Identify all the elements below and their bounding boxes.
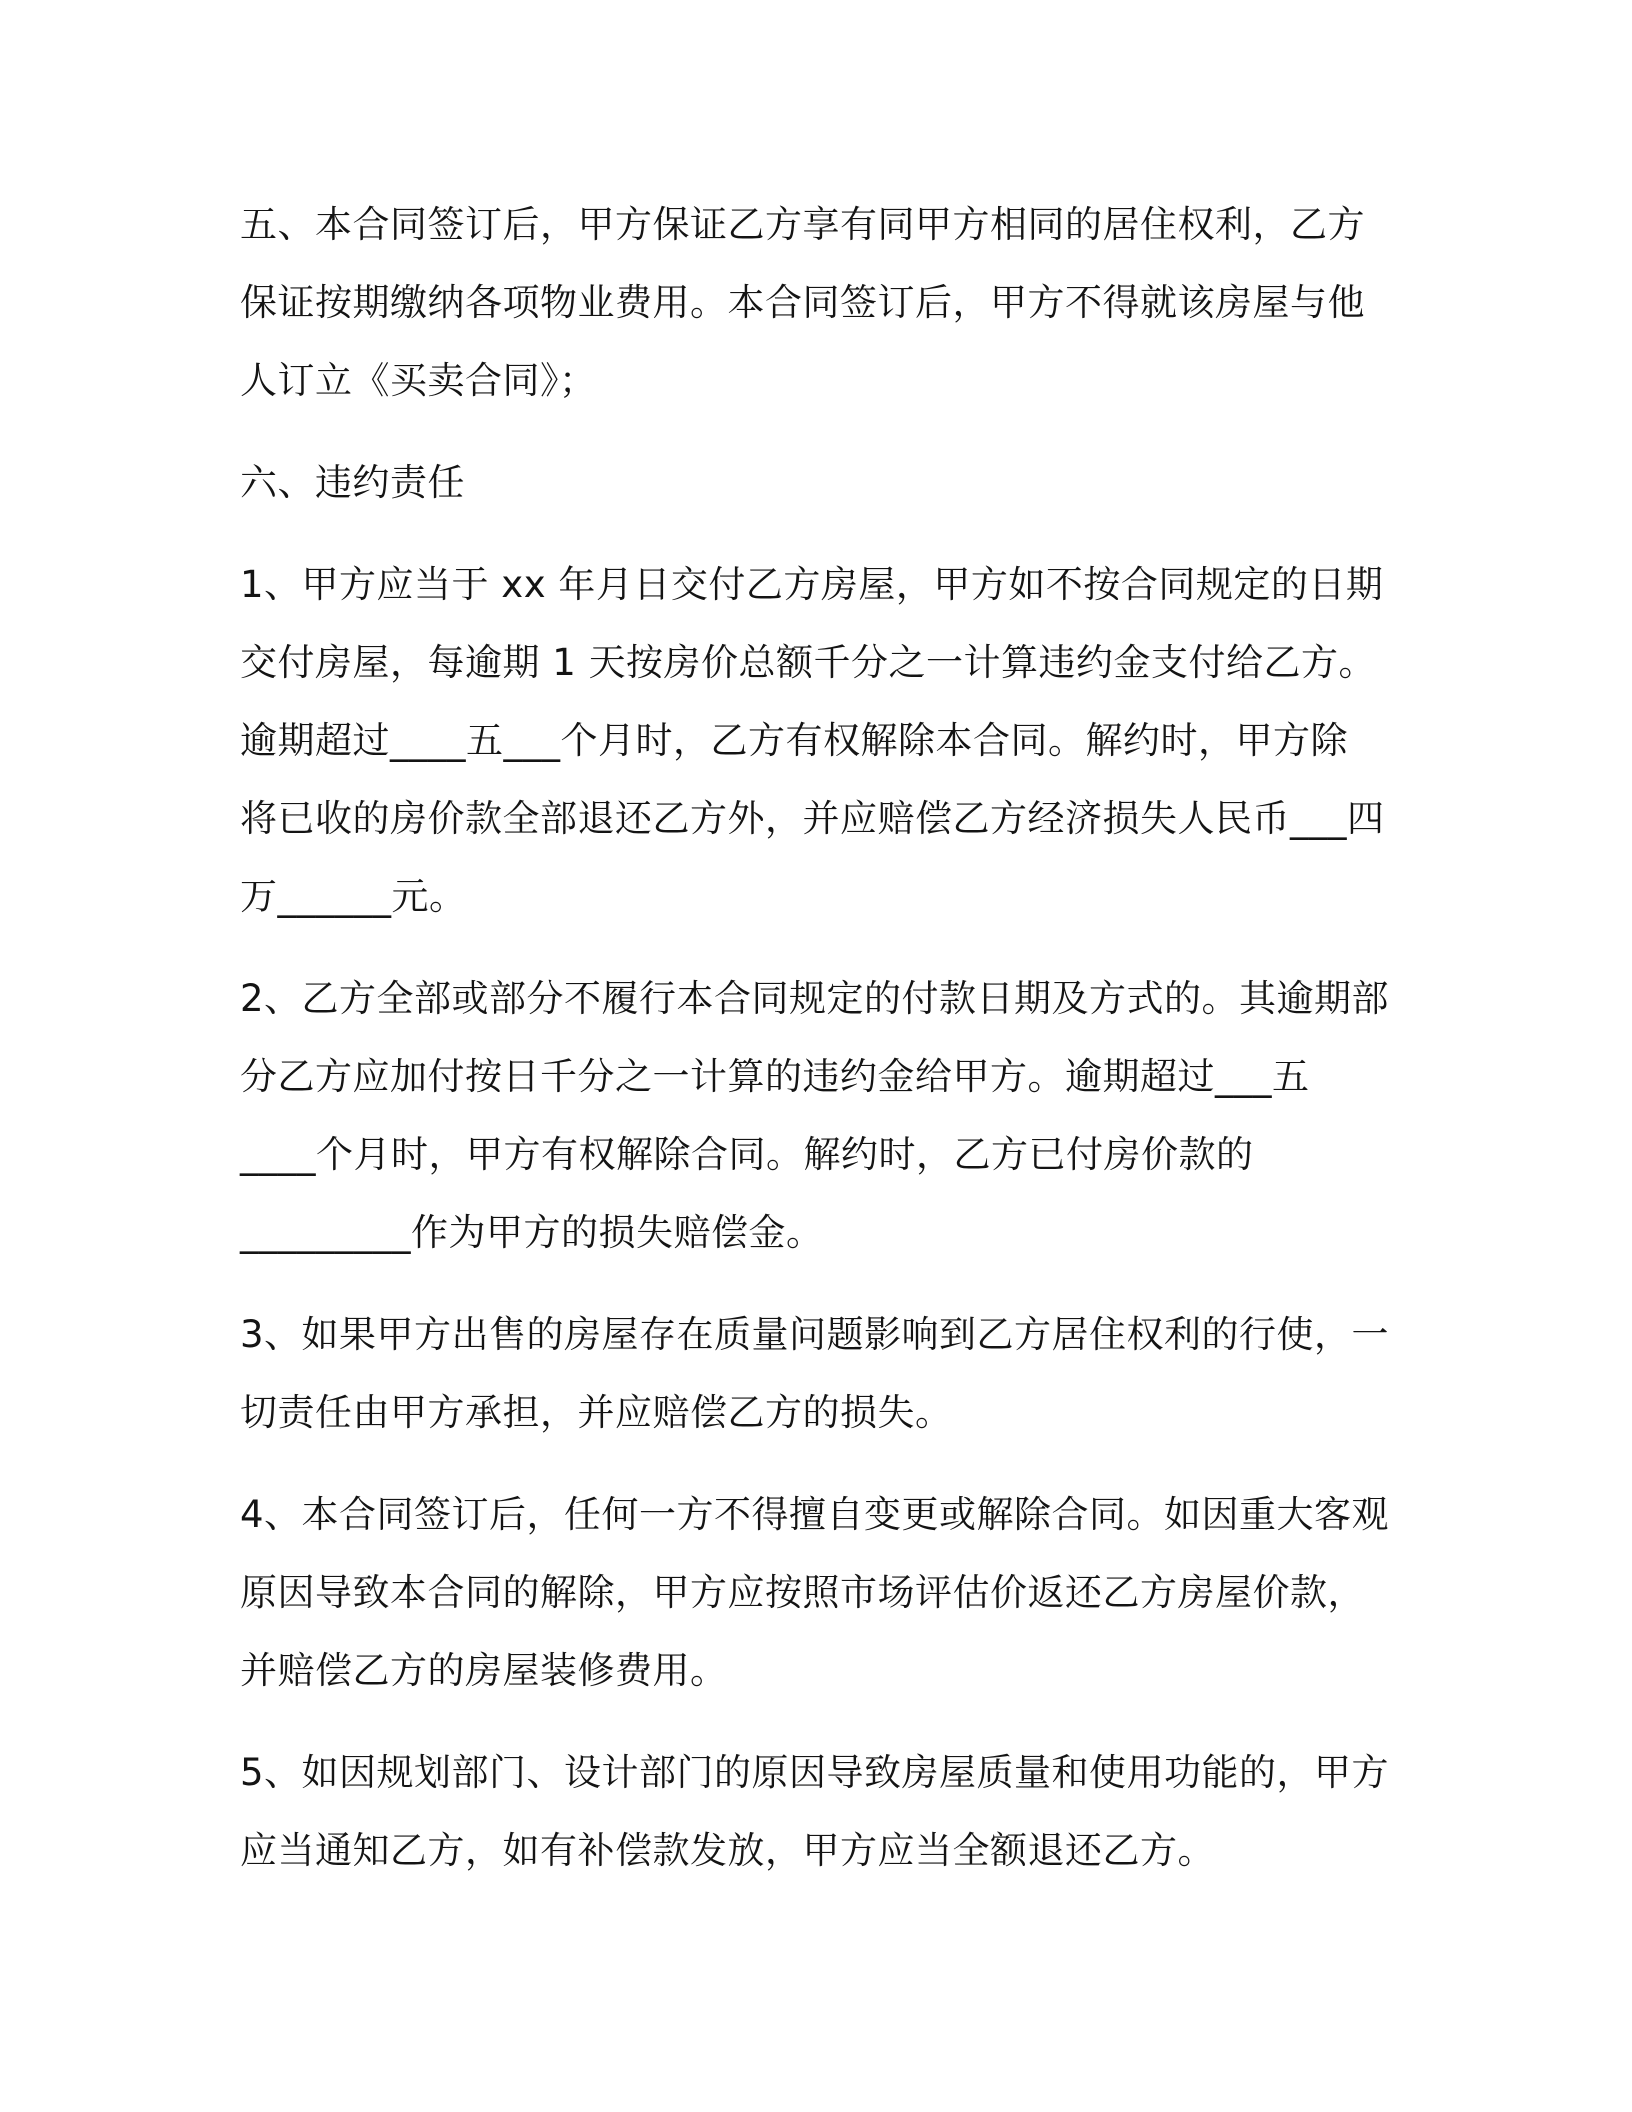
paragraph-line: 原因导致本合同的解除，甲方应按照市场评估价返还乙方房屋价款， [240,1571,1365,1614]
breach-item-3-paragraph [240,1296,1390,1452]
paragraph-line: 五、本合同签订后，甲方保证乙方享有同甲方相同的居住权利，乙方 [240,203,1365,246]
section-heading-breach-liability [240,444,1386,522]
paragraph-line: 5、如因规划部门、设计部门的原因导致房屋质量和使用功能的，甲方 [240,1751,1390,1794]
breach-item-2-paragraph [240,960,1390,1272]
paragraph-line: 保证按期缴纳各项物业费用。本合同签订后，甲方不得就该房屋与他 [240,281,1365,324]
paragraph-line: 4、本合同签订后，任何一方不得擅自变更或解除合同。如因重大客观 [240,1493,1390,1536]
breach-item-5-paragraph [240,1734,1390,1890]
paragraph-line: 切责任由甲方承担，并应赔偿乙方的损失。 [240,1391,953,1434]
paragraph-line: 将已收的房价款全部退还乙方外，并应赔偿乙方经济损失人民币___四 [240,797,1385,840]
paragraph-line: 万______元。 [240,875,467,918]
paragraph-line: ____个月时，甲方有权解除合同。解约时，乙方已付房价款的 [240,1133,1254,1176]
document-body [240,186,1390,1914]
clause-5-paragraph [240,186,1386,420]
paragraph-line: 1、甲方应当于 xx 年月日交付乙方房屋，甲方如不按合同规定的日期 [240,563,1384,606]
paragraph-line: 2、乙方全部或部分不履行本合同规定的付款日期及方式的。其逾期部 [240,977,1390,1020]
breach-item-1-paragraph [240,546,1386,936]
paragraph-line: 分乙方应加付按日千分之一计算的违约金给甲方。逾期超过___五 [240,1055,1310,1098]
paragraph-line: 并赔偿乙方的房屋装修费用。 [240,1649,728,1692]
paragraph-line: 逾期超过____五___个月时，乙方有权解除本合同。解约时，甲方除 [240,719,1348,762]
paragraph-line: 应当通知乙方，如有补偿款发放，甲方应当全额退还乙方。 [240,1829,1215,1872]
paragraph-line: 交付房屋，每逾期 1 天按房价总额千分之一计算违约金支付给乙方。 [240,641,1377,684]
paragraph-line: 3、如果甲方出售的房屋存在质量问题影响到乙方居住权利的行使，一 [240,1313,1390,1356]
section-heading-text: 六、违约责任 [240,461,465,504]
breach-item-4-paragraph [240,1476,1390,1710]
paragraph-line: _________作为甲方的损失赔偿金。 [240,1211,824,1254]
paragraph-line: 人订立《买卖合同》； [240,359,597,402]
